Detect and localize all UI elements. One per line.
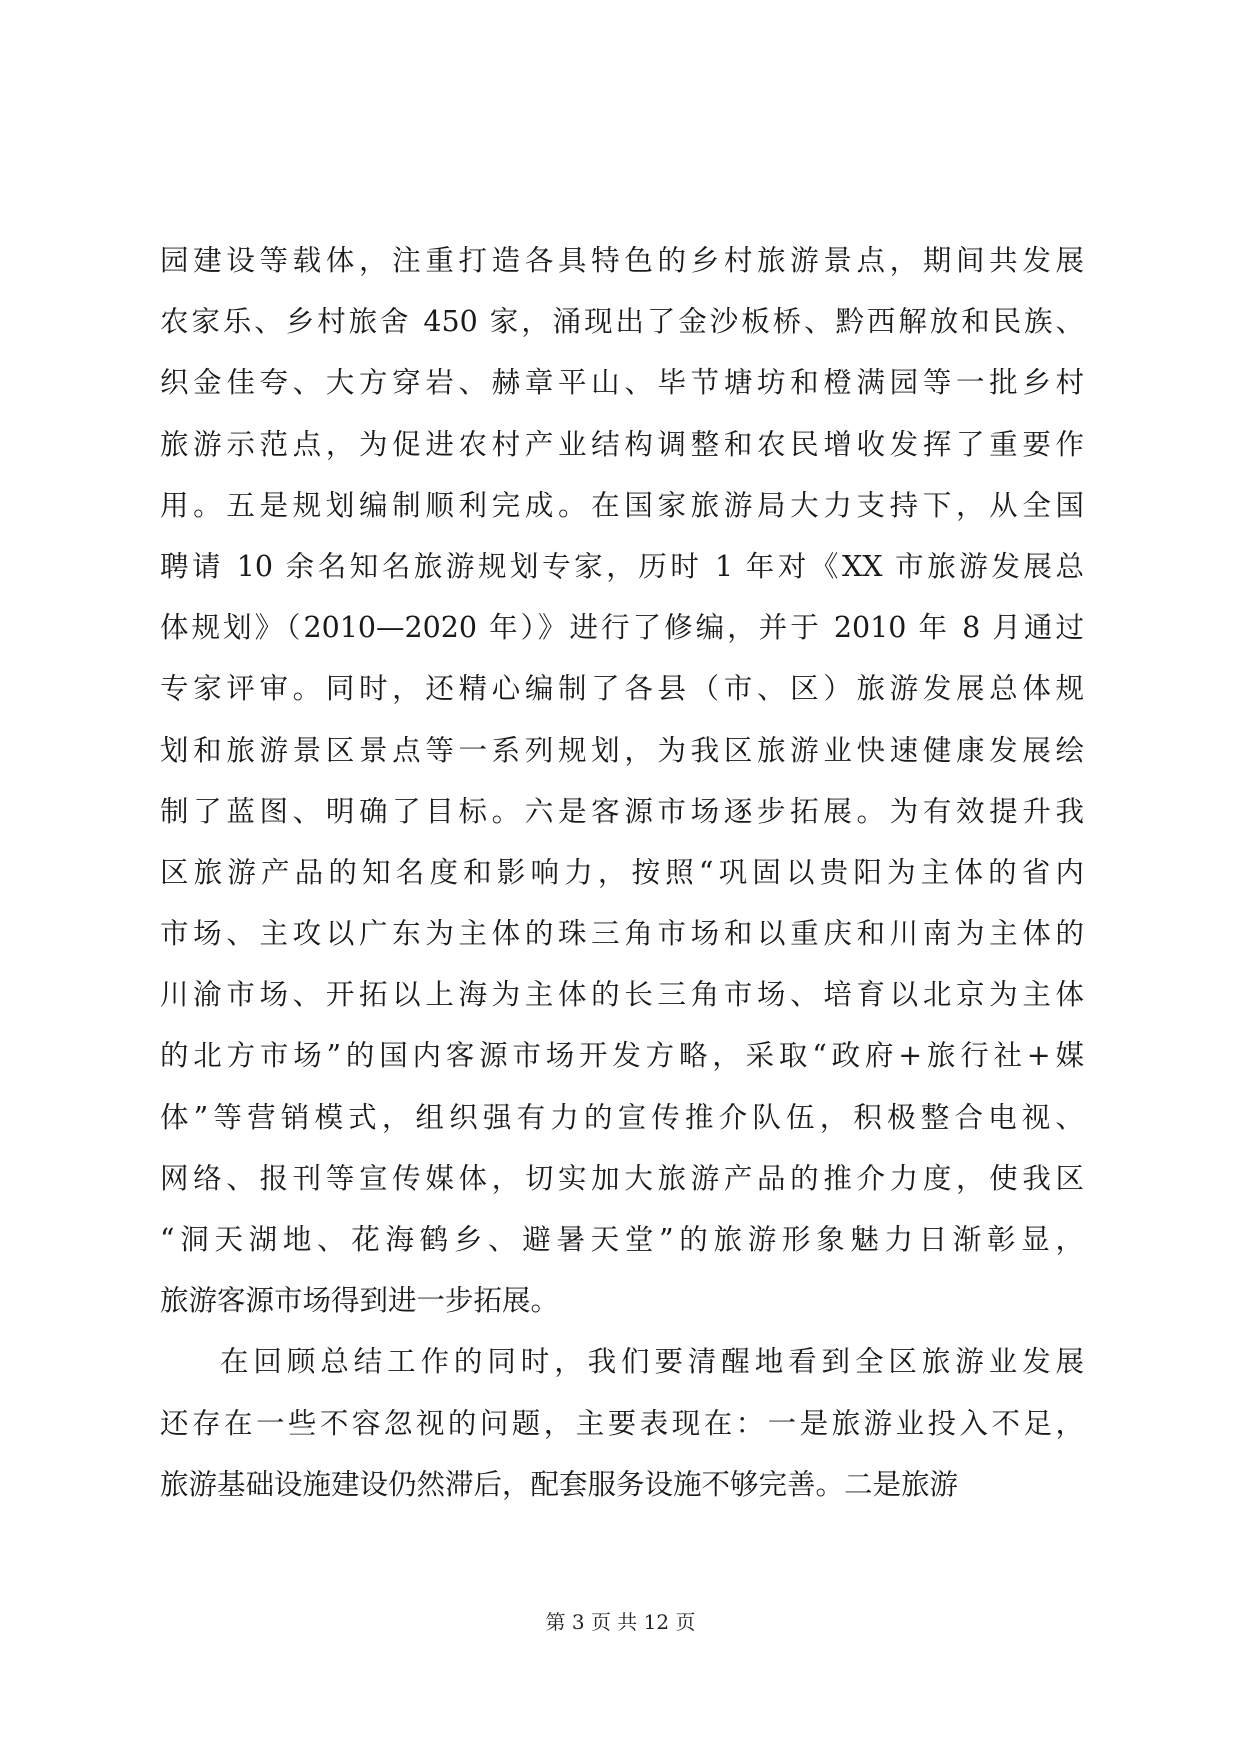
- body-text: [160, 230, 1084, 1515]
- text-line: 用。五是规划编制顺利完成。在国家旅游局大力支持下，从全国: [160, 488, 1084, 522]
- text-line: 在回顾总结工作的同时，我们要清醒地看到全区旅游业发展: [220, 1345, 1084, 1379]
- text-line: “洞天湖地、花海鹤乡、避暑天堂”的旅游形象魅力日渐彰显，: [160, 1223, 1084, 1256]
- text-line: 园建设等载体，注重打造各具特色的乡村旅游景点，期间共发展: [160, 244, 1084, 277]
- paragraph: [160, 1331, 1084, 1515]
- text-line: 制了蓝图、明确了目标。六是客源市场逐步拓展。为有效提升我: [160, 794, 1084, 828]
- paragraph: [160, 230, 1084, 1331]
- text-line: 划和旅游景区景点等一系列规划，为我区旅游业快速健康发展绘: [160, 733, 1084, 767]
- text-line: 市场、主攻以广东为主体的珠三角市场和以重庆和川南为主体的: [160, 917, 1084, 951]
- text-line: 体规划》（2010—2020 年）》进行了修编，并于 2010 年 8 月通过: [160, 611, 1084, 645]
- text-line: 聘请 10 余名知名旅游规划专家，历时 1 年对《XX 市旅游发展总: [160, 549, 1084, 583]
- text-line: 的北方市场”的国内客源市场开发方略，采取“政府+旅行社+媒: [160, 1039, 1084, 1073]
- text-line: 旅游基础设施建设仍然滞后，配套服务设施不够完善。二是旅游: [160, 1467, 959, 1501]
- text-line: 专家评审。同时，还精心编制了各县（市、区）旅游发展总体规: [160, 672, 1084, 706]
- text-line: 织金佳夸、大方穿岩、赫章平山、毕节塘坊和橙满园等一批乡村: [160, 366, 1084, 400]
- text-line: 旅游示范点，为促进农村产业结构调整和农民增收发挥了重要作: [160, 427, 1084, 461]
- text-line: 旅游客源市场得到进一步拓展。: [160, 1284, 560, 1318]
- text-line: 体”等营销模式，组织强有力的宣传推介队伍，积极整合电视、: [160, 1100, 1084, 1134]
- page-footer: 第 3 页 共 12 页: [545, 1610, 696, 1634]
- text-line: 还存在一些不容忽视的问题，主要表现在：一是旅游业投入不足，: [160, 1406, 1084, 1440]
- text-line: 区旅游产品的知名度和影响力，按照“巩固以贵阳为主体的省内: [160, 855, 1084, 889]
- text-line: 网络、报刊等宣传媒体，切实加大旅游产品的推介力度，使我区: [160, 1161, 1084, 1195]
- text-line: 农家乐、乡村旅舍 450 家，涌现出了金沙板桥、黔西解放和民族、: [160, 305, 1084, 339]
- text-line: 川渝市场、开拓以上海为主体的长三角市场、培育以北京为主体: [160, 978, 1084, 1012]
